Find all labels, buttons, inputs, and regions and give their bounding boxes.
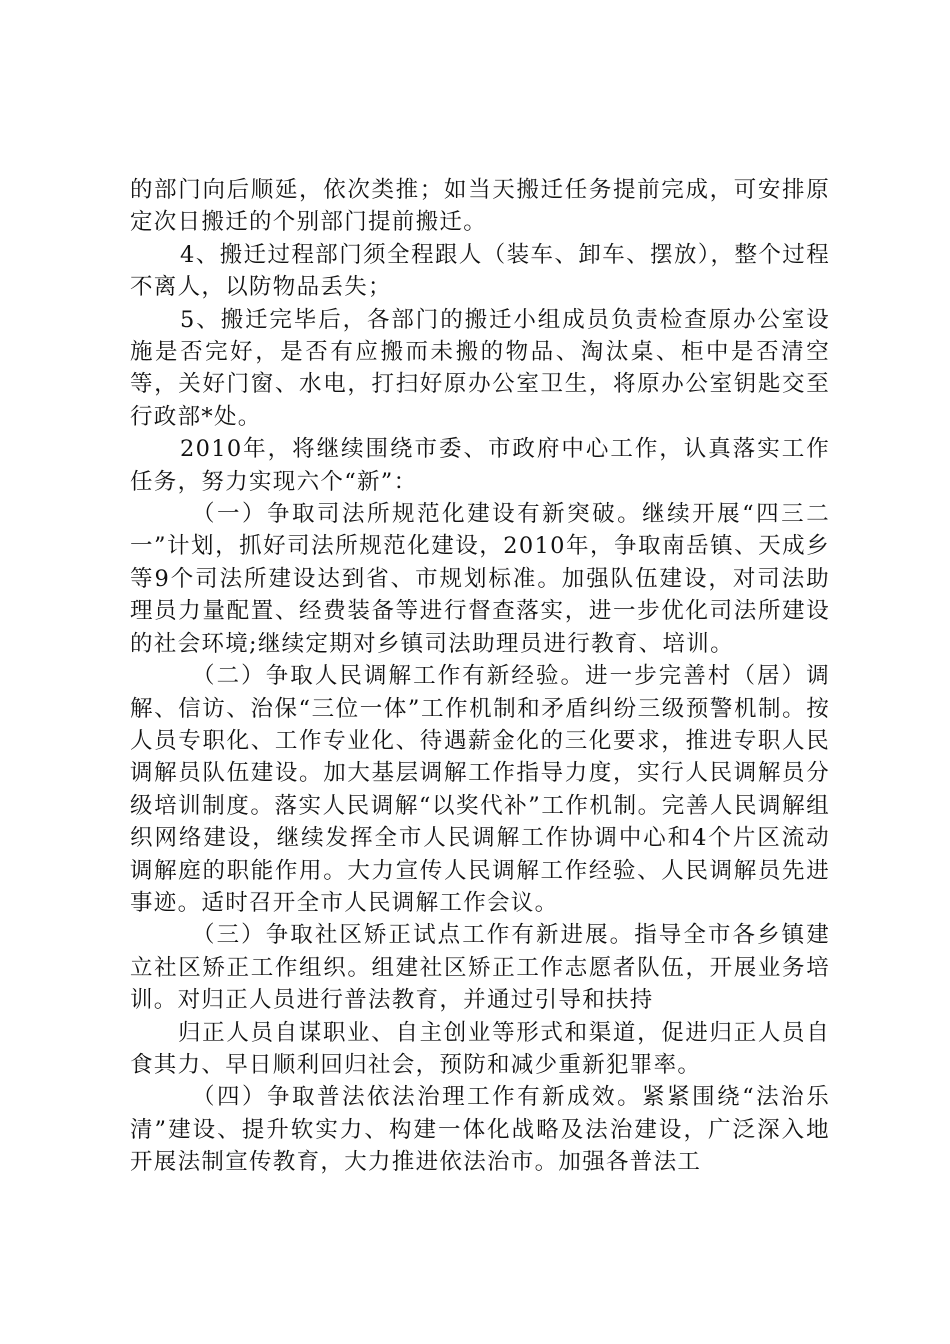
paragraph-item-5: 5、搬迁完毕后，各部门的搬迁小组成员负责检查原办公室设施是否完好，是否有应搬而未搬的物品、淘汰桌、柜中是否清空等，关好门窗、水电，打扫好原办公室卫生，将原办公室钥匙交至行政部*处。 <box>130 306 830 430</box>
paragraph-section-1: （一）争取司法所规范化建设有新突破。继续开展“四三二一”计划，抓好司法所规范化建设，2010年，争取南岳镇、天成乡等9个司法所建设达到省、市规划标准。加强队伍建设，对司法助理员力量配置、经费装备等进行督查落实，进一步优化司法所建设的社会环境;继续定期对乡镇司法助理员进行教育、培训。 <box>130 501 830 657</box>
document-body <box>130 174 830 1179</box>
paragraph-2010-goals: 2010年，将继续围绕市委、市政府中心工作，认真落实工作任务，努力实现六个“新”： <box>130 436 830 495</box>
paragraph-item-4: 4、搬迁过程部门须全程跟人（装车、卸车、摆放），整个过程不离人，以防物品丢失； <box>130 241 830 301</box>
paragraph-section-3-continued: 归正人员自谋职业、自主创业等形式和渠道，促进归正人员自食其力、早日顺利回归社会，预防和减少重新犯罪率。 <box>130 1019 830 1078</box>
paragraph-moving-order: 的部门向后顺延，依次类推；如当天搬迁任务提前完成，可安排原定次日搬迁的个别部门提前搬迁。 <box>130 177 830 236</box>
paragraph-section-4: （四）争取普法依法治理工作有新成效。紧紧围绕“法治乐清”建设、提升软实力、构建一体化战略及法治建设，广泛深入地开展法制宣传教育，大力推进依法治市。加强各普法工 <box>130 1084 830 1176</box>
paragraph-section-3: （三）争取社区矫正试点工作有新进展。指导全市各乡镇建立社区矫正工作组织。组建社区矫正工作志愿者队伍，开展业务培训。对归正人员进行普法教育，并通过引导和扶持 <box>130 922 830 1014</box>
paragraph-section-2: （二）争取人民调解工作有新经验。进一步完善村（居）调解、信访、治保“三位一体”工作机制和矛盾纠纷三级预警机制。按人员专职化、工作专业化、待遇薪金化的三化要求，推进专职人民调解员队伍建设。加大基层调解工作指导力度，实行人民调解员分级培训制度。落实人民调解“以奖代补”工作机制。完善人民调解组织网络建设，继续发挥全市人民调解工作协调中心和4个片区流动调解庭的职能作用。大力宣传人民调解工作经验、人民调解员先进事迹。适时召开全市人民调解工作会议。 <box>130 663 830 916</box>
